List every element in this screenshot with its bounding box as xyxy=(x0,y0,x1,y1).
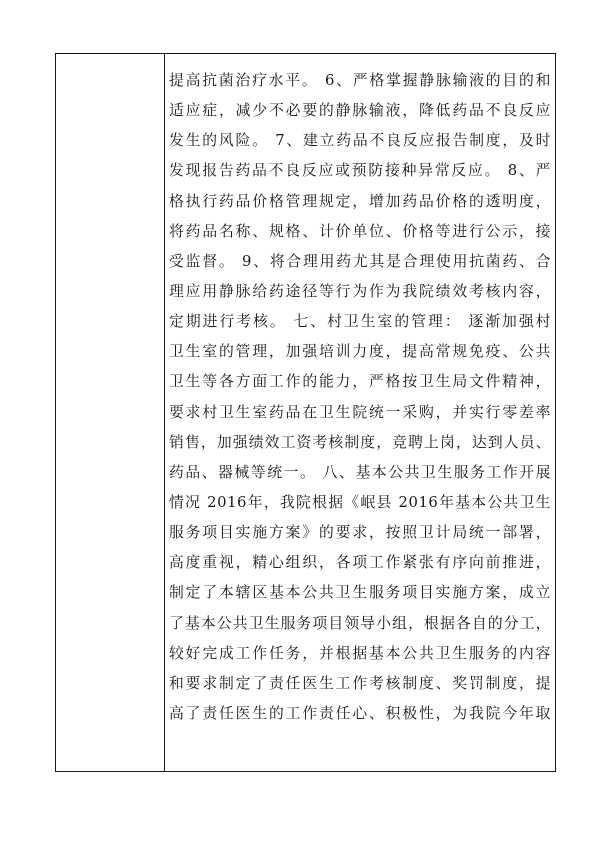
content-column xyxy=(165,54,555,771)
text-line: 发现报告药品不良反应或预防接种异常反应。 8、严 xyxy=(169,162,551,180)
text-line: 定期进行考核。 七、村卫生室的管理： 逐渐加强村 xyxy=(169,313,551,331)
body-paragraph xyxy=(169,66,551,729)
text-line: 发生的风险。 7、建立药品不良反应报告制度，及时 xyxy=(169,132,551,150)
text-line: 药品、器械等统一。 八、基本公共卫生服务工作开展 xyxy=(169,463,551,481)
text-line: 要求村卫生室药品在卫生院统一采购，并实行零差率 xyxy=(169,403,551,421)
text-line: 制定了本辖区基本公共卫生服务项目实施方案，成立 xyxy=(169,584,551,602)
text-line: 了基本公共卫生服务项目领导小组，根据各自的分工， xyxy=(169,614,551,632)
text-line: 服务项目实施方案》的要求，按照卫计局统一部署， xyxy=(169,524,551,542)
text-line: 情况 2016年，我院根据《岷县 2016年基本公共卫生 xyxy=(169,493,551,511)
text-line: 将药品名称、规格、计价单位、价格等进行公示，接 xyxy=(169,222,551,240)
text-line: 提高抗菌治疗水平。 6、严格掌握静脉输液的目的和 xyxy=(169,72,551,89)
text-line: 和要求制定了责任医生工作考核制度、奖罚制度，提 xyxy=(169,674,551,692)
text-line: 销售，加强绩效工资考核制度，竞聘上岗，达到人员、 xyxy=(169,433,551,451)
text-line: 格执行药品价格管理规定，增加药品价格的透明度， xyxy=(169,192,551,210)
text-line: 适应症，减少不必要的静脉输液，降低药品不良反应 xyxy=(169,102,551,120)
text-line: 较好完成工作任务，并根据基本公共卫生服务的内容 xyxy=(169,644,551,662)
text-line: 卫生室的管理，加强培训力度，提高常规免疫、公共 xyxy=(169,343,551,361)
text-line: 理应用静脉给药途径等行为作为我院绩效考核内容， xyxy=(169,282,551,300)
text-line: 高了责任医生的工作责任心、积极性，为我院今年取 xyxy=(169,704,551,722)
text-line: 受监督。 9、将合理用药尤其是合理使用抗菌药、合 xyxy=(169,252,551,270)
text-line: 卫生等各方面工作的能力，严格按卫生局文件精神， xyxy=(169,373,551,391)
text-line: 高度重视，精心组织，各项工作紧张有序向前推进， xyxy=(169,554,551,572)
form-table xyxy=(55,53,556,772)
label-column xyxy=(56,54,165,771)
